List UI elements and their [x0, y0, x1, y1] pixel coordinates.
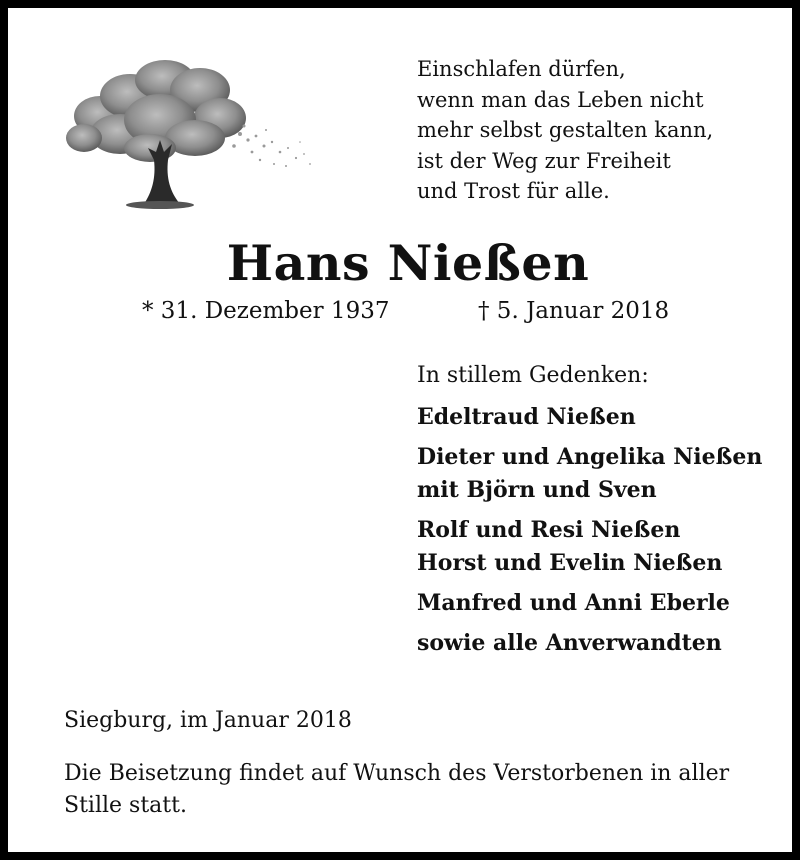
mourner-line: Dieter und Angelika Nießen: [417, 444, 763, 470]
poem-line: mehr selbst gestalten kann,: [417, 118, 714, 142]
mourner-line: Manfred und Anni Eberle: [417, 590, 730, 616]
poem-line: wenn man das Leben nicht: [417, 87, 704, 112]
mourner-group: [417, 441, 797, 507]
mourner-line: Horst und Evelin Nießen: [417, 550, 723, 576]
mourner-group: [417, 401, 797, 434]
poem-line: ist der Weg zur Freiheit: [417, 148, 671, 173]
mourner-group: [417, 587, 797, 620]
poem: [417, 54, 777, 207]
poem-line: und Trost für alle.: [417, 179, 610, 203]
deceased-name: Hans Nießen: [226, 234, 590, 292]
poem-line: Einschlafen dürfen,: [417, 57, 626, 81]
birth-date: * 31. Dezember 1937: [142, 298, 390, 324]
death-date: † 5. Januar 2018: [478, 298, 670, 324]
mourner-line: sowie alle Anverwandten: [417, 630, 722, 656]
mourner-line: Edeltraud Nießen: [417, 404, 636, 430]
tree-icon: [60, 56, 320, 212]
place-date: Siegburg, im Januar 2018: [64, 708, 352, 733]
mourners-intro: In stillem Gedenken:: [417, 363, 649, 388]
mourner-group: [417, 514, 797, 580]
mourner-group: [417, 627, 797, 660]
mourner-line: Rolf und Resi Nießen: [417, 517, 681, 543]
mourners-block: [417, 360, 797, 667]
mourner-line: mit Björn und Sven: [417, 477, 657, 503]
funeral-note: Die Beisetzung findet auf Wunsch des Verstorbenen in aller Stille statt.: [64, 761, 730, 818]
